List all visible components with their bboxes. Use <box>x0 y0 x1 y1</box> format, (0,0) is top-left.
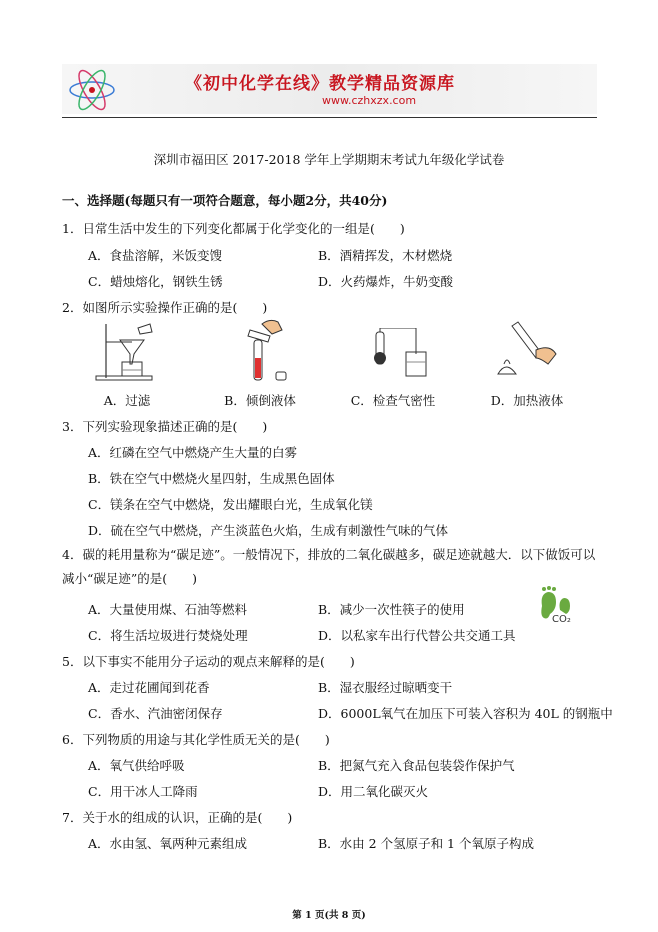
q4-option-c: C．将生活垃圾进行焚烧处理 <box>88 628 248 643</box>
heating-figure <box>496 320 560 380</box>
exam-title: 深圳市福田区 2017-2018 学年上学期期末考试九年级化学试卷 <box>153 152 505 167</box>
q1-option-d: D．火药爆炸，牛奶变酸 <box>318 274 454 289</box>
q3-option-b: B．铁在空气中燃烧火星四射，生成黑色固体 <box>88 471 335 486</box>
q5-option-a: A．走过花圃闻到花香 <box>88 680 210 695</box>
q6-option-d: D．用二氧化碳灭火 <box>318 784 429 799</box>
question-6-stem: 6．下列物质的用途与其化学性质无关的是( ) <box>62 732 330 747</box>
q1-option-a: A．食盐溶解，米饭变馊 <box>88 248 223 263</box>
pouring-figure <box>232 318 294 384</box>
q3-option-c: C．镁条在空气中燃烧，发出耀眼白光，生成氧化镁 <box>88 497 373 512</box>
airtightness-figure <box>366 328 430 380</box>
filtration-figure <box>92 320 162 382</box>
question-5-stem: 5．以下事实不能用分子运动的观点来解释的是( ) <box>62 654 355 669</box>
q4-option-b: B．减少一次性筷子的使用 <box>318 602 465 617</box>
header-rule <box>62 117 597 118</box>
brand-url: www.czhxzx.com <box>322 94 417 107</box>
q3-option-d: D．硫在空气中燃烧，产生淡蓝色火焰，生成有刺激性气味的气体 <box>88 523 449 538</box>
question-1-stem: 1．日常生活中发生的下列变化都属于化学变化的一组是( ) <box>62 221 405 236</box>
question-4-stem: 4．碳的耗用量称为“碳足迹”。一般情况下，排放的二氧化碳越多，碳足迹就越大．以下做饭可以减小“碳足迹”的是( ) <box>62 547 596 586</box>
section-heading: 一、选择题(每题只有一项符合题意，每小题2分，共40分) <box>62 193 388 208</box>
page-footer: 第 1 页(共 8 页) <box>292 910 366 921</box>
brand-title: 《初中化学在线》教学精品资源库 <box>185 74 455 94</box>
co2-label: CO₂ <box>552 614 571 625</box>
question-2-stem: 2．如图所示实验操作正确的是( ) <box>62 300 268 315</box>
q5-option-b: B．湿衣服经过晾晒变干 <box>318 680 453 695</box>
question-3-stem: 3．下列实验现象描述正确的是( ) <box>62 419 268 434</box>
q6-option-c: C．用干冰人工降雨 <box>88 784 198 799</box>
q7-option-b: B．水由 2 个氢原子和 1 个氧原子构成 <box>318 836 534 851</box>
q5-option-d: D．6000L氧气在加压下可装入容积为 40L 的钢瓶中 <box>318 706 613 721</box>
q4-option-a: A．大量使用煤、石油等燃料 <box>88 602 248 617</box>
q3-option-a: A．红磷在空气中燃烧产生大量的白雾 <box>88 445 298 460</box>
q7-option-a: A．水由氢、氧两种元素组成 <box>88 836 248 851</box>
question-7-stem: 7．关于水的组成的认识，正确的是( ) <box>62 810 293 825</box>
q6-option-b: B．把氮气充入食品包装袋作保护气 <box>318 758 515 773</box>
q1-option-b: B．酒精挥发，木材燃烧 <box>318 248 453 263</box>
atom-logo-icon <box>66 68 118 112</box>
q5-option-c: C．香水、汽油密闭保存 <box>88 706 223 721</box>
q2-figure-c-caption: C．检查气密性 <box>350 393 436 408</box>
q2-figure-d-caption: D．加热液体 <box>490 393 564 408</box>
q4-option-d: D．以私家车出行代替公共交通工具 <box>318 628 516 643</box>
q1-option-c: C．蜡烛熔化，钢铁生锈 <box>88 274 223 289</box>
q2-figure-b-caption: B．倾倒液体 <box>224 393 296 408</box>
q2-figure-a-caption: A．过滤 <box>103 393 151 408</box>
q6-option-a: A．氧气供给呼吸 <box>88 758 185 773</box>
